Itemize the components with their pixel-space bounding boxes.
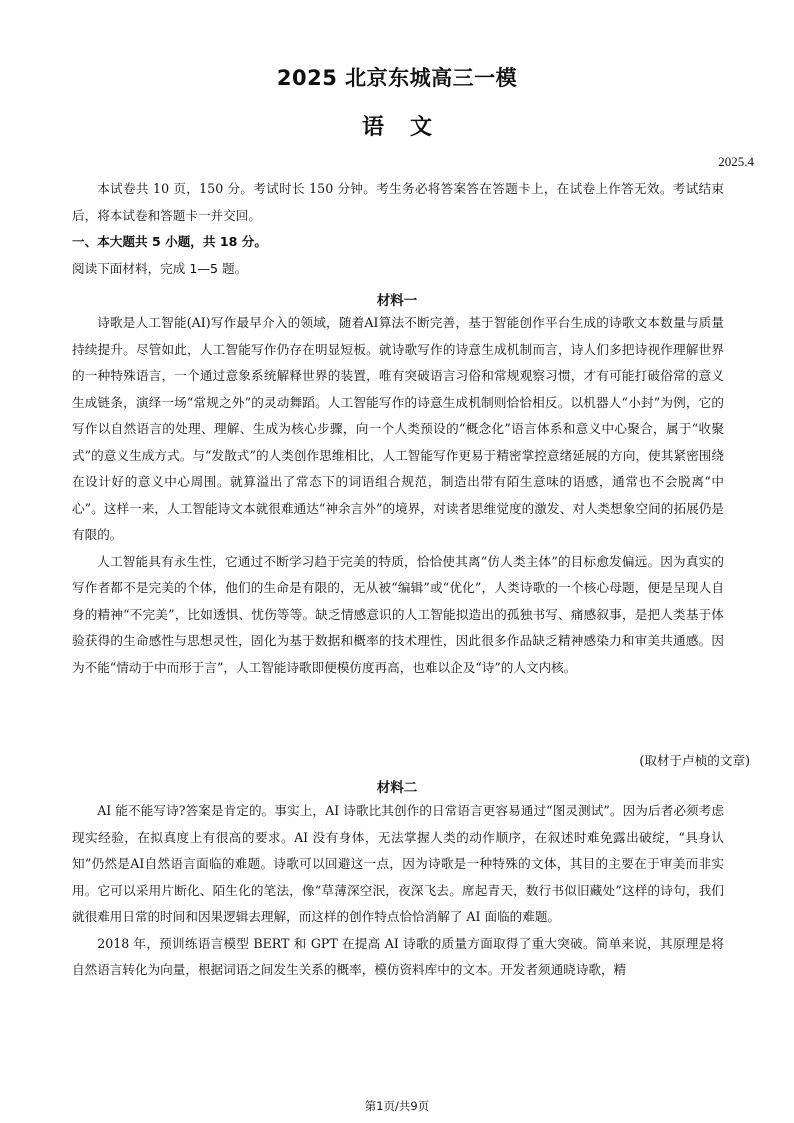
material-two-paragraph: 2018 年，预训练语言模型 BERT 和 GPT 在提高 AI 诗歌的质量方面取得了重大突破。简单来说，其原理是将自然语言转化为向量，根据词语之间发生关系的概率，模仿资料库中的文本。开发者须通晓诗歌，精 — [72, 935, 724, 977]
material-two-paragraph: AI 能不能写诗?答案是肯定的。事实上，AI 诗歌比其创作的日常语言更容易通过“图灵测试”。因为后者必须考虑现实经验，在拟真度上有很高的要求。AI 没有身体，无法掌握人类的动作顺序，在叙述时难免露出破绽，“具身认知”仍然是AI自然语言面临的难题。诗歌可以回避这一点，因为诗歌是一种特殊的文体，其目的主要在于审美而非实用。它可以采用片断化、陌生化的笔法，像“草薄深空泯，夜深飞去。席起青天，数行书似旧藏处”这样的诗句，我们就很难用日常的时间和因果逻辑去理解，而这样的创作特点恰恰消解了 AI 面临的难题。 — [72, 803, 724, 924]
subject-title: 语文 — [361, 115, 458, 140]
reading-prompt: 阅读下面材料，完成 1—5 题。 — [72, 260, 248, 276]
exam-notice: 本试卷共 10 页，150 分。考试时长 150 分钟。考生务必将答案答在答题卡上，在试卷上作答无效。考试结束后，将本试卷和答题卡一并交回。 — [72, 181, 724, 223]
exam-date: 2025.4 — [718, 154, 754, 169]
exam-title: 2025 北京东城高三一模 — [276, 66, 518, 90]
instructions-block — [72, 176, 724, 282]
material-one-heading: 材料一 — [376, 293, 418, 309]
material-one-paragraph: 人工智能具有永生性，它通过不断学习趋于完美的特质，恰恰使其离“仿人类主体”的目标愈发偏远。因为真实的写作者都不是完美的个体，他们的生命是有限的，无从被“编辑”或“优化”，人类诗歌的一个核心母题，便是呈现人自身的精神“不完美”，比如透惧、忧伤等等。缺乏情感意识的人工智能拟造出的孤独书写、痛感叙事，是把人类基于体验获得的生命感性与思想灵性，固化为基于数据和概率的技术理性，因此很多作品缺乏精神感染力和审美共通感。因为不能“情动于中而形于言”，人工智能诗歌即便模仿度再高，也难以企及“诗”的人文内核。 — [72, 553, 724, 675]
material-two-heading: 材料二 — [376, 780, 418, 796]
section-one-heading: 一、本大题共 5 小题，共 18 分。 — [72, 234, 267, 249]
page-number: 第1页/共9页 — [364, 1099, 430, 1113]
material-one-source: (取材于卢桢的文章) — [639, 753, 750, 768]
material-one-paragraph: 诗歌是人工智能(AI)写作最早介入的领域，随着AI算法不断完善，基于智能创作平台生成的诗歌文本数量与质量持续提升。尽管如此，人工智能写作仍存在明显短板。就诗歌写作的诗意生成机制而言，诗人们多把诗视作理解世界的一种特殊语言，一个通过意象系统解释世界的装置，唯有突破语言习俗和常规观察习惯，才有可能打破俗常的意义生成链条，演绎一场“常规之外”的灵动舞蹈。人工智能写作的诗意生成机制则恰恰相反。以机器人“小封”为例，它的写作以自然语言的处理、理解、生成为核心步骤，向一个人类预设的“概念化”语言体系和意义中心聚合，属于“收聚式”的意义生成方式。与“发散式”的人类创作思维相比，人工智能写作更易于精密掌控意绪延展的方向，使其紧密围绕在设计好的意义中心周围。就算溢出了常态下的词语组合规范，制造出带有陌生意味的语感，通常也不会脱离“中心”。这样一来，人工智能诗文本就很难通达“神余言外”的境界，对读者思维觉度的激发、对人类想象空间的拓展仍是有限的。 — [72, 315, 724, 542]
material-one-body — [72, 310, 724, 681]
material-two-body — [72, 798, 724, 984]
